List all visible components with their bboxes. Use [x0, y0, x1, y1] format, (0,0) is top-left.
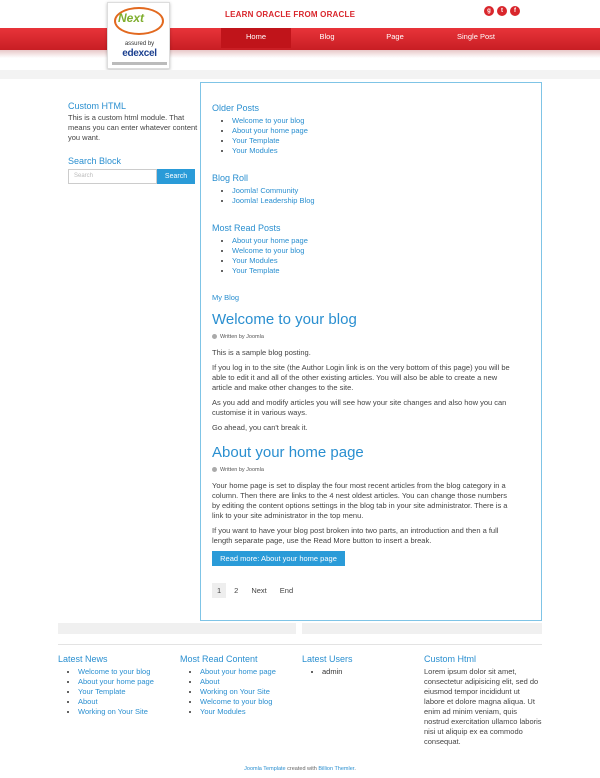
module-text: This is a custom html module. That means you can enter whatever content you want.	[68, 113, 198, 142]
footer-credit	[0, 766, 600, 772]
sidebar-search	[68, 156, 198, 184]
footer-most-read	[180, 654, 298, 717]
page-end[interactable]: End	[279, 586, 294, 595]
article-paragraph: Go ahead, you can't break it.	[212, 423, 308, 432]
most-read-module	[212, 223, 534, 276]
module-title: Most Read Posts	[212, 223, 281, 233]
list-item[interactable]: Welcome to your blog	[232, 116, 305, 125]
credit-link-themler[interactable]: Billion Themler	[318, 766, 355, 772]
nav-single-post[interactable]: Single Post	[457, 32, 495, 41]
list-item[interactable]: Joomla! Leadership Blog	[232, 196, 315, 205]
list-item[interactable]: About your home page	[78, 677, 154, 686]
header-shadow	[0, 50, 600, 58]
module-title: Custom HTML	[68, 101, 127, 111]
credit-text: created with	[285, 766, 319, 772]
older-posts-module	[212, 103, 534, 156]
read-more-button[interactable]: Read more: About your home page	[212, 551, 345, 566]
module-title: Older Posts	[212, 103, 260, 113]
search-button[interactable]: Search	[157, 169, 195, 184]
list-item[interactable]: Welcome to your blog	[200, 697, 273, 706]
content-bottom-band	[302, 623, 542, 634]
facebook-icon[interactable]: f	[510, 6, 520, 16]
content-bottom-band	[58, 623, 296, 634]
google-plus-icon[interactable]: g	[484, 6, 494, 16]
logo-fine-print	[112, 62, 167, 65]
list-item[interactable]: About	[78, 697, 98, 706]
module-text: Lorem ipsum dolor sit amet, consectetur adipisicing elit, sed do eiusmod tempor incididunt ut labore et dolore magna aliqua. Ut enim ad minim veniam, quis nostrud exercitation ullamco laboris nisi ut aliquip ex ea commodo consequat.	[424, 667, 542, 746]
list-item[interactable]: Your Modules	[232, 256, 278, 265]
list-item[interactable]: Working on Your Site	[78, 707, 148, 716]
module-title: Latest News	[58, 654, 108, 664]
footer-custom-html	[424, 654, 542, 747]
module-title: Blog Roll	[212, 173, 249, 183]
credit-link-template[interactable]: Joomla Template	[244, 766, 286, 772]
user-icon	[212, 467, 217, 472]
list-item[interactable]: About your home page	[232, 126, 308, 135]
module-title: Custom Html	[424, 654, 477, 664]
logo-next-text: Next	[118, 11, 145, 25]
nav-home[interactable]: Home	[221, 28, 291, 48]
logo-brand-text: edexcel	[122, 48, 157, 59]
nav-blog[interactable]: Blog	[319, 32, 335, 41]
module-title: Search Block	[68, 156, 122, 166]
page-current[interactable]: 1	[212, 583, 226, 598]
list-item[interactable]: Welcome to your blog	[232, 246, 305, 255]
list-item[interactable]: Working on Your Site	[200, 687, 270, 696]
twitter-icon[interactable]: t	[497, 6, 507, 16]
list-item[interactable]: About your home page	[200, 667, 276, 676]
footer-divider	[58, 644, 542, 645]
article-paragraph: Your home page is set to display the four most recent articles from the blog category in a column. Then there are links to the 4 nest oldest articles. You can change those numbers by editing the content options settings in the blog tab in your site administrator. There is a link to your site administrator in the top menu.	[212, 481, 508, 520]
module-title: Most Read Content	[180, 654, 258, 664]
nav-page[interactable]: Page	[386, 32, 404, 41]
article-paragraph: As you add and modify articles you will see how your site changes and also how you can customise it in various ways.	[212, 398, 507, 417]
article-paragraph: If you want to have your blog post broken into two parts, an introduction and then a full length separate page, use the Read More button to insert a break.	[212, 526, 499, 545]
page-link[interactable]: 2	[234, 586, 239, 595]
header-divider	[0, 70, 600, 79]
blog-roll-module	[212, 173, 534, 206]
article-paragraph: If you log in to the site (the Author Login link is on the very bottom of this page) you will be able to edit it and all of the other existing articles. You will also be able to create a new article and make other changes to the site.	[212, 363, 510, 392]
list-item[interactable]: Welcome to your blog	[78, 667, 151, 676]
list-item[interactable]: Your Template	[232, 266, 280, 275]
page-next[interactable]: Next	[251, 586, 267, 595]
list-item[interactable]: Your Template	[78, 687, 126, 696]
list-item[interactable]: Your Modules	[232, 146, 278, 155]
site-logo[interactable]	[107, 2, 170, 69]
article-title[interactable]: Welcome to your blog	[212, 311, 357, 328]
list-item[interactable]: Your Modules	[200, 707, 246, 716]
list-item: • admin	[322, 667, 420, 677]
search-input[interactable]: Search	[68, 169, 157, 184]
footer-latest-users	[302, 654, 420, 677]
site-title: LEARN ORACLE FROM ORACLE	[225, 10, 356, 19]
module-title: Latest Users	[302, 654, 353, 664]
article-byline: Written by Joomla	[212, 334, 264, 340]
breadcrumb[interactable]: My Blog	[212, 293, 240, 302]
pagination	[212, 583, 301, 598]
article-byline: Written by Joomla	[212, 467, 264, 473]
list-item[interactable]: Joomla! Community	[232, 186, 299, 195]
main-content	[200, 82, 542, 621]
article-title[interactable]: About your home page	[212, 444, 364, 461]
sidebar-custom-html	[68, 101, 198, 143]
credit-end: .	[354, 766, 356, 772]
list-item[interactable]: Your Template	[232, 136, 280, 145]
footer-latest-news	[58, 654, 176, 717]
logo-assured-text: assured by	[124, 41, 155, 47]
user-icon	[212, 334, 217, 339]
list-item[interactable]: About	[200, 677, 220, 686]
article-paragraph: This is a sample blog posting.	[212, 348, 311, 357]
list-item[interactable]: About your home page	[232, 236, 308, 245]
